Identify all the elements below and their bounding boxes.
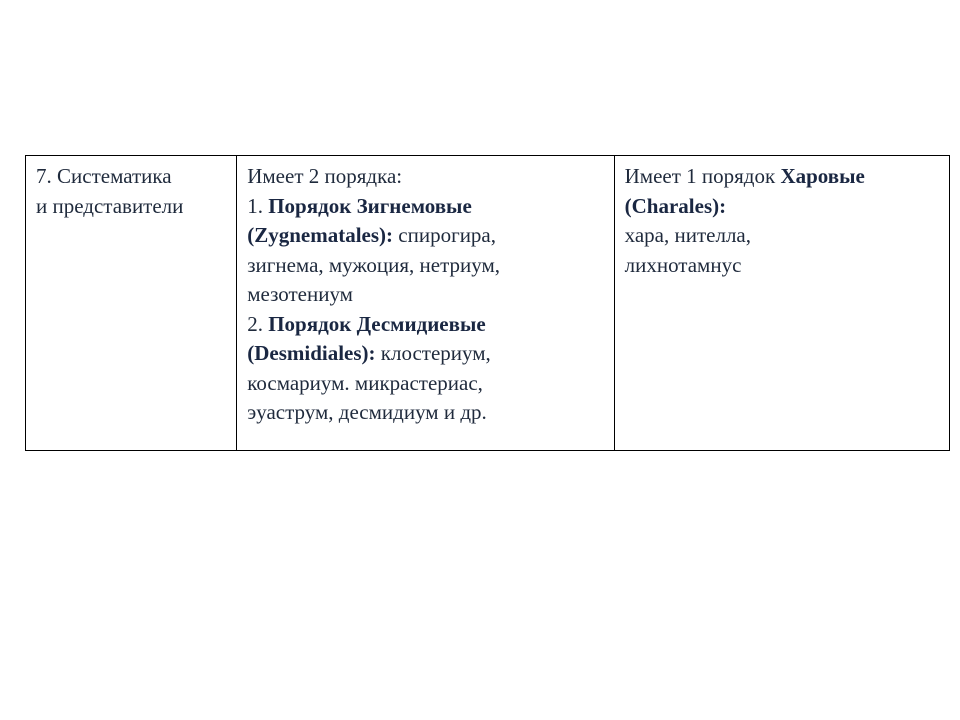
section-label-line: 7. Систематика [36,164,172,188]
order-number: 2. [247,311,269,336]
species-list: эуаструм, десмидиум и др. [247,400,487,424]
species-list: спирогира, [393,223,497,247]
order-latin-name: (Zygnematales): [247,223,394,247]
order-latin-line [247,221,603,251]
section-label-line: и представители [36,193,184,218]
species-list: зигнема, мужоция, нетриум, [247,252,501,277]
table-row [26,156,950,451]
zygnematophyceae-cell [237,156,614,451]
order-name-line [247,310,603,340]
orders-intro: Имеет 2 порядка: [247,164,403,188]
species-list: лихнотамнус [624,252,742,277]
order-latin-line [247,339,603,369]
species-list: клостериум, [375,341,491,365]
order-name: Порядок Зигнемовые [268,193,472,218]
order-latin-name: (Charales): [624,193,727,218]
order-latin-line [625,192,939,222]
order-name: Порядок Десмидиевые [268,311,486,336]
order-number: 1. [247,193,269,218]
order-name: Харовые [780,164,865,188]
orders-intro: Имеет 1 порядок [624,164,781,188]
systematics-table [25,155,950,451]
species-list: космариум. микрастериас, [247,370,483,395]
species-list: мезотениум [247,282,353,306]
species-list: хара, нителла, [624,223,751,247]
order-intro-line [625,162,939,192]
charophyceae-cell [614,156,949,451]
order-name-line [247,192,603,222]
section-label-cell [26,156,237,451]
order-latin-name: (Desmidiales): [247,341,376,365]
